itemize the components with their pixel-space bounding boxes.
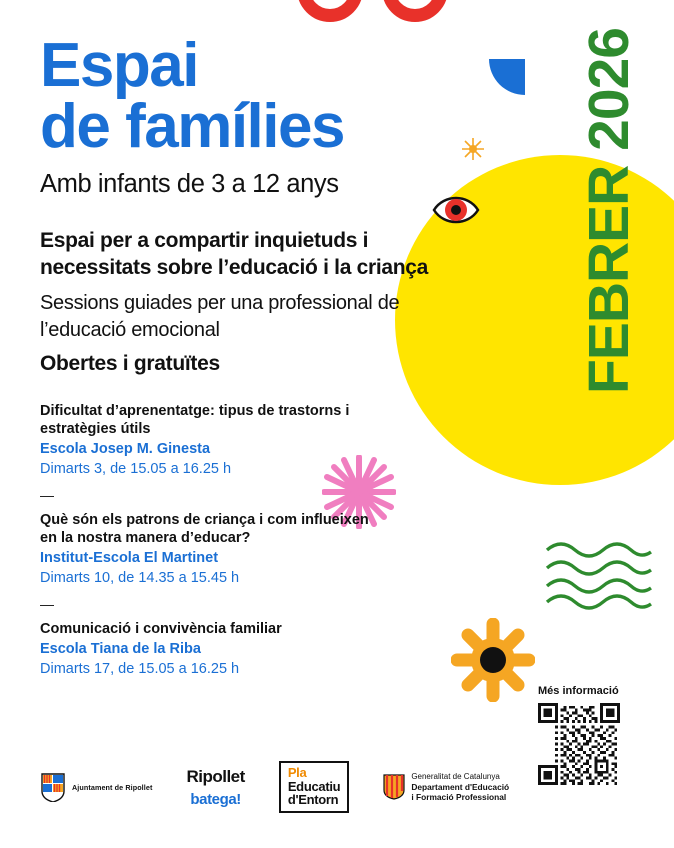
month-label [566,28,652,638]
session-separator: — [40,486,54,503]
session-time: Dimarts 10, de 14.35 a 15.45 h [40,570,240,587]
logo-pla-line1: Pla [287,765,307,781]
logo-generalitat-line1: Generalitat de Catalunya [411,771,500,781]
poster-lead-strong: Obertes i gratuïtes [40,351,220,375]
page-title [40,31,520,161]
title-line-2: de famílies [40,91,344,161]
session-place: Escola Tiana de la Riba [40,641,201,658]
generalitat-shield-icon [383,774,405,800]
logo-generalitat-line3: i Formació Professional [411,791,507,802]
logo-ripollet-batega [186,768,244,807]
coat-of-arms-icon [40,772,66,802]
poster-lead-sub: Sessions guiades per una professional de l’educació emocional [40,291,400,341]
session-title: Què són els patrons de criança i com influeixen en la nostra manera d’educar? [40,511,369,547]
logo-ajuntament-label: Ajuntament de Ripollet [72,782,153,792]
logo-generalitat-line2: Departament d'Educació [411,781,510,792]
logo-generalitat [383,772,509,802]
logo-ripollet-line1: Ripollet [186,766,245,786]
session-title: Dificultat d’aprenentatge: tipus de trastorns i estratègies útils [40,402,350,437]
session-time: Dimarts 3, de 15.05 a 16.25 h [40,460,232,477]
session-title: Comunicació i convivència familiar [40,620,282,637]
logo-pla-educatiu-entorn [279,761,350,812]
month-text: FEBRER 2026 [576,28,641,394]
qr-label: Més informació [538,685,619,697]
logo-pla-line3: d'Entorn [287,792,339,808]
logo-ajuntament-ripollet [40,772,152,802]
session-place: Institut-Escola El Martinet [40,550,219,567]
sessions-list [40,402,370,679]
session-place: Escola Josep M. Ginesta [40,441,211,458]
list-item [40,511,370,588]
logo-pla-line2: Educatiu [287,778,341,794]
session-separator: — [40,595,54,612]
poster-subtitle: Amb infants de 3 a 12 anys [40,169,339,198]
title-line-1: Espai [40,31,198,100]
session-time: Dimarts 17, de 15.05 a 16.25 h [40,661,240,678]
poster-lead: Espai per a compartir inquietuds i necessitats sobre l’educació i la criança [40,228,429,280]
list-item [40,620,370,679]
footer-logos [0,760,674,814]
list-item [40,402,370,479]
logo-ripollet-line2: batega! [190,790,241,808]
